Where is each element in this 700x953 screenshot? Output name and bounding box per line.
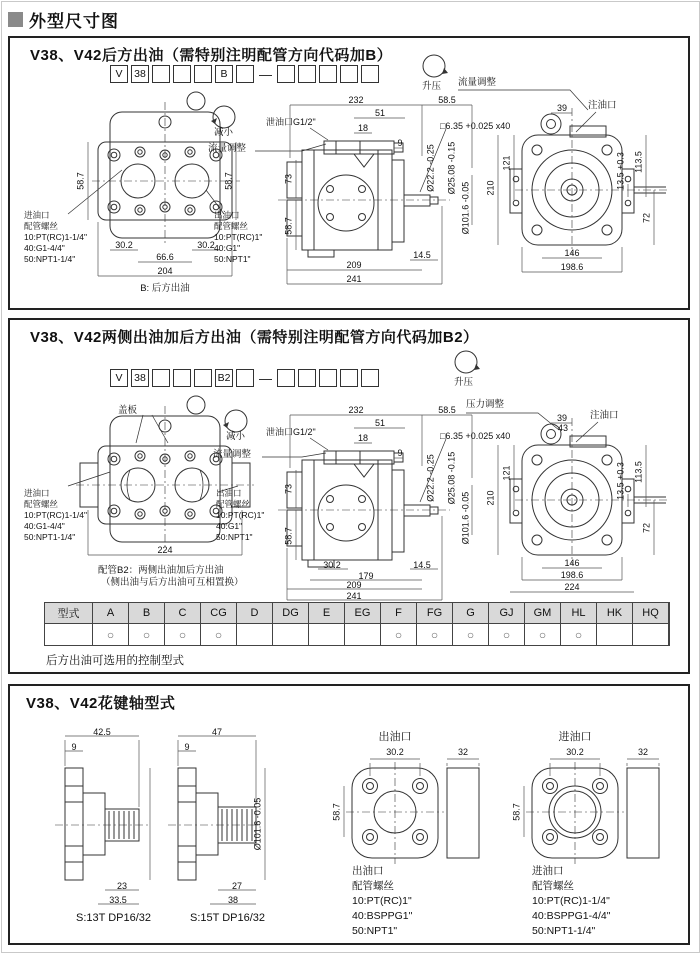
dim-58-7: 58.7 [75, 172, 86, 190]
panel-side-and-rear-outlet [8, 318, 690, 674]
dim-18: 18 [357, 123, 369, 133]
mark-cell [237, 624, 273, 645]
dim-9: 9 [397, 138, 403, 148]
dim-30-2: 30.2 [323, 560, 341, 570]
column-header: FG [417, 603, 453, 624]
dim-232: 232 [348, 405, 364, 415]
column-header: HK [597, 603, 633, 624]
dim-121: 121 [501, 155, 512, 171]
mark-cell [597, 624, 633, 645]
column-header: GJ [489, 603, 525, 624]
dim-32: 32 [637, 747, 649, 757]
code-box-blank [236, 65, 254, 83]
code-box-b: B [215, 65, 233, 83]
dim-209: 209 [346, 260, 362, 270]
dia-101-6: Ø101.6 -0.05 [460, 181, 471, 235]
mark-cell: ○ [93, 624, 129, 645]
flow-adjust-label: 流量调整 [213, 449, 252, 460]
code-box-blank [340, 65, 358, 83]
inlet-port-note: 进油口 配管螺丝 10:PT(RC)1-1/4" 40:G1-4/4" 50:NPT1-1/4" [24, 488, 88, 542]
dim-9: 9 [397, 448, 403, 458]
column-header: DG [273, 603, 309, 624]
table-header-row [45, 603, 669, 624]
spline-spec-15t: S:15T DP16/32 [190, 912, 266, 924]
panel3-title: V38、V42花键轴型式 [26, 695, 176, 712]
dia-25-08: Ø25.08 -0.15 [446, 451, 457, 505]
column-header: B [129, 603, 165, 624]
cover-plate-label: 盖板 [118, 405, 138, 416]
code-box-blank [319, 369, 337, 387]
mark-cell: ○ [165, 624, 201, 645]
outlet-port-note: 出油口 配管螺丝 10:PT(RC)1" 40:G1" 50:NPT1" [214, 210, 263, 264]
dim-30-2: 30.2 [115, 240, 133, 250]
panel-spline-shaft [8, 684, 690, 945]
page-header [8, 7, 119, 32]
dim-198-6: 198.6 [560, 570, 584, 580]
dim-58-5: 58.5 [438, 95, 456, 105]
dim-51: 51 [374, 108, 386, 118]
column-header: HL [561, 603, 597, 624]
dim-72: 72 [641, 212, 652, 224]
spline-spec-13t: S:13T DP16/32 [76, 912, 152, 924]
dim-224: 224 [157, 545, 173, 555]
mark-cell [45, 624, 93, 645]
pressure-adjust-label: 压力调整 [466, 399, 505, 410]
dim-9: 9 [184, 742, 190, 752]
inlet-port-title: 进油口 [558, 731, 592, 743]
dim-232: 232 [348, 95, 364, 105]
code-box-blank [361, 369, 379, 387]
dim-39: 39 [556, 413, 568, 423]
inlet-flange-drawing [526, 762, 659, 864]
mark-cell: ○ [129, 624, 165, 645]
dim-18: 18 [357, 433, 369, 443]
panel1-title: V38、V42后方出油（需特别注明配管方向代码加B） [30, 47, 393, 64]
decrease-label: 减小 [226, 431, 246, 442]
dim-30-2: 30.2 [386, 747, 404, 757]
code-box-blank [319, 65, 337, 83]
mark-cell: ○ [201, 624, 237, 645]
table-caption: 后方出油可选用的控制型式 [46, 655, 184, 667]
column-header: C [165, 603, 201, 624]
column-header: G [453, 603, 489, 624]
dim-39: 39 [556, 103, 568, 113]
code-box-blank [152, 369, 170, 387]
code-box-blank [361, 65, 379, 83]
column-header: EG [345, 603, 381, 624]
mark-cell [345, 624, 381, 645]
outlet-port-note: 出油口 配管螺丝 10:PT(RC)1" 40:G1" 50:NPT1" [216, 488, 265, 542]
dim-58-7: 58.7 [331, 803, 342, 821]
control-type-table [44, 602, 670, 646]
dim-43: 43 [558, 423, 569, 433]
dim-113-5: 113.5 [633, 461, 644, 483]
dim-146: 146 [564, 558, 580, 568]
page-title: 外型尺寸图 [29, 12, 119, 31]
panel-rear-outlet [8, 36, 690, 310]
flow-adjust-label: 流量调整 [458, 77, 497, 88]
dim-179: 179 [358, 571, 374, 581]
mark-cell: ○ [453, 624, 489, 645]
dim-58-7: 58.7 [511, 803, 522, 821]
dim-72: 72 [641, 522, 652, 534]
mark-cell [633, 624, 669, 645]
dim-13-5: 13.5 +0.3 [615, 462, 626, 500]
panel2-model-code [110, 369, 379, 387]
code-box-blank [236, 369, 254, 387]
flow-adjust-label: 流量调整 [208, 143, 247, 154]
code-box-blank [298, 369, 316, 387]
dim-42-5: 42.5 [93, 727, 111, 737]
dim-14-5: 14.5 [413, 560, 431, 570]
dim-66-6: 66.6 [156, 252, 174, 262]
mark-cell: ○ [489, 624, 525, 645]
dim-210: 210 [485, 490, 496, 506]
dim-58-7: 58.7 [283, 217, 294, 235]
dim-30-2: 30.2 [566, 747, 584, 757]
dim-38: 38 [227, 895, 239, 905]
code-box-blank [298, 65, 316, 83]
code-box-blank [277, 65, 295, 83]
fill-port-label: 注油口 [588, 100, 617, 111]
dim-13-5: 13.5 +0.3 [615, 152, 626, 190]
dim-47: 47 [211, 727, 223, 737]
dim-210: 210 [485, 180, 496, 196]
side-view-dimensions [283, 415, 514, 600]
column-header: HQ [633, 603, 669, 624]
dia-101-6: Ø101.6 -0.05 [460, 491, 471, 545]
dim-27: 27 [231, 881, 243, 891]
dim-121: 121 [501, 465, 512, 481]
mark-cell: ○ [525, 624, 561, 645]
panel2-title: V38、V42两侧出油加后方出油（需特别注明配管方向代码加B2） [30, 329, 479, 346]
dim-14-5: 14.5 [413, 250, 431, 260]
dim-204: 204 [157, 266, 173, 276]
dim-209: 209 [346, 580, 362, 590]
dim-23: 23 [116, 881, 128, 891]
dim-32: 32 [457, 747, 469, 757]
dim-113-5: 113.5 [633, 151, 644, 173]
mark-cell [309, 624, 345, 645]
column-header: GM [525, 603, 561, 624]
fill-port-label: 注油口 [590, 410, 619, 421]
code-box-blank [173, 65, 191, 83]
dia-101-6: Ø101.6 -0.05 [252, 797, 263, 851]
code-box-blank [173, 369, 191, 387]
column-header: CG [201, 603, 237, 624]
panel1-model-code [110, 65, 379, 83]
dim-146: 146 [564, 248, 580, 258]
code-box-b2: B2 [215, 369, 233, 387]
dim-58-5: 58.5 [438, 405, 456, 415]
b2-piping-note2: （侧出油与后方出油可互相置换） [101, 577, 244, 588]
inlet-port-note: 进油口 配管螺丝 10:PT(RC)1-1/4" 40:G1-4/4" 50:NPT1-1/4" [24, 210, 88, 264]
dim-51: 51 [374, 418, 386, 428]
code-box-38: 38 [131, 369, 149, 387]
column-header: E [309, 603, 345, 624]
header-square-icon [8, 12, 23, 27]
dim-73: 73 [283, 483, 294, 495]
code-box-v: V [110, 369, 128, 387]
mark-cell: ○ [417, 624, 453, 645]
dia-22-2: Ø22.2 -0.25 [425, 454, 436, 502]
dia-25-08: Ø25.08 -0.15 [446, 141, 457, 195]
dim-241: 241 [346, 591, 362, 601]
mark-cell: ○ [561, 624, 597, 645]
dim-58-7: 58.7 [223, 172, 234, 190]
rear-outlet-caption: B: 后方出油 [140, 283, 190, 294]
dim-224: 224 [564, 582, 580, 592]
code-box-blank [277, 369, 295, 387]
drain-port-label: 泄油口G1/2" [266, 427, 316, 437]
boost-label: 升压 [454, 377, 474, 388]
outlet-port-note: 出油口 配管螺丝 10:PT(RC)1" 40:BSPPG1" 50:NPT1" [352, 865, 413, 937]
code-dash: — [259, 370, 272, 386]
outlet-port-title: 出油口 [378, 731, 412, 743]
table-marks-row [45, 624, 669, 645]
boost-label: 升压 [422, 81, 442, 92]
dia-22-2: Ø22.2 -0.25 [425, 144, 436, 192]
spline-shaft-13t-drawing [55, 768, 150, 880]
dim-73: 73 [283, 173, 294, 185]
code-box-blank [152, 65, 170, 83]
column-header: A [93, 603, 129, 624]
dim-241: 241 [346, 274, 362, 284]
rear-view-dimensions [510, 423, 654, 592]
dim-9: 9 [71, 742, 77, 752]
dim-198-6: 198.6 [560, 262, 584, 272]
dim-33-5: 33.5 [109, 895, 127, 905]
code-box-blank [194, 65, 212, 83]
spline-shaft-15t-drawing [168, 768, 260, 880]
column-header: 型式 [45, 603, 93, 624]
key-spec-label: □6.35 +0.025 x40 [440, 121, 511, 131]
inlet-port-note: 进油口 配管螺丝 10:PT(RC)1-1/4" 40:BSPPG1-4/4" 50:NPT1-1/4" [532, 865, 611, 937]
column-header: D [237, 603, 273, 624]
decrease-label: 减小 [214, 127, 234, 138]
key-spec-label: □6.35 +0.025 x40 [440, 431, 511, 441]
outlet-flange-drawing [346, 762, 479, 864]
mark-cell [273, 624, 309, 645]
code-dash: — [259, 66, 272, 82]
code-box-blank [340, 369, 358, 387]
b2-piping-note: 配管B2：两侧出油加后方出油 [98, 565, 224, 576]
dim-58-7: 58.7 [283, 527, 294, 545]
code-box-38: 38 [131, 65, 149, 83]
mark-cell: ○ [381, 624, 417, 645]
code-box-v: V [110, 65, 128, 83]
code-box-blank [194, 369, 212, 387]
dim-30-2: 30.2 [197, 240, 215, 250]
drain-port-label: 泄油口G1/2" [266, 117, 316, 127]
column-header: F [381, 603, 417, 624]
